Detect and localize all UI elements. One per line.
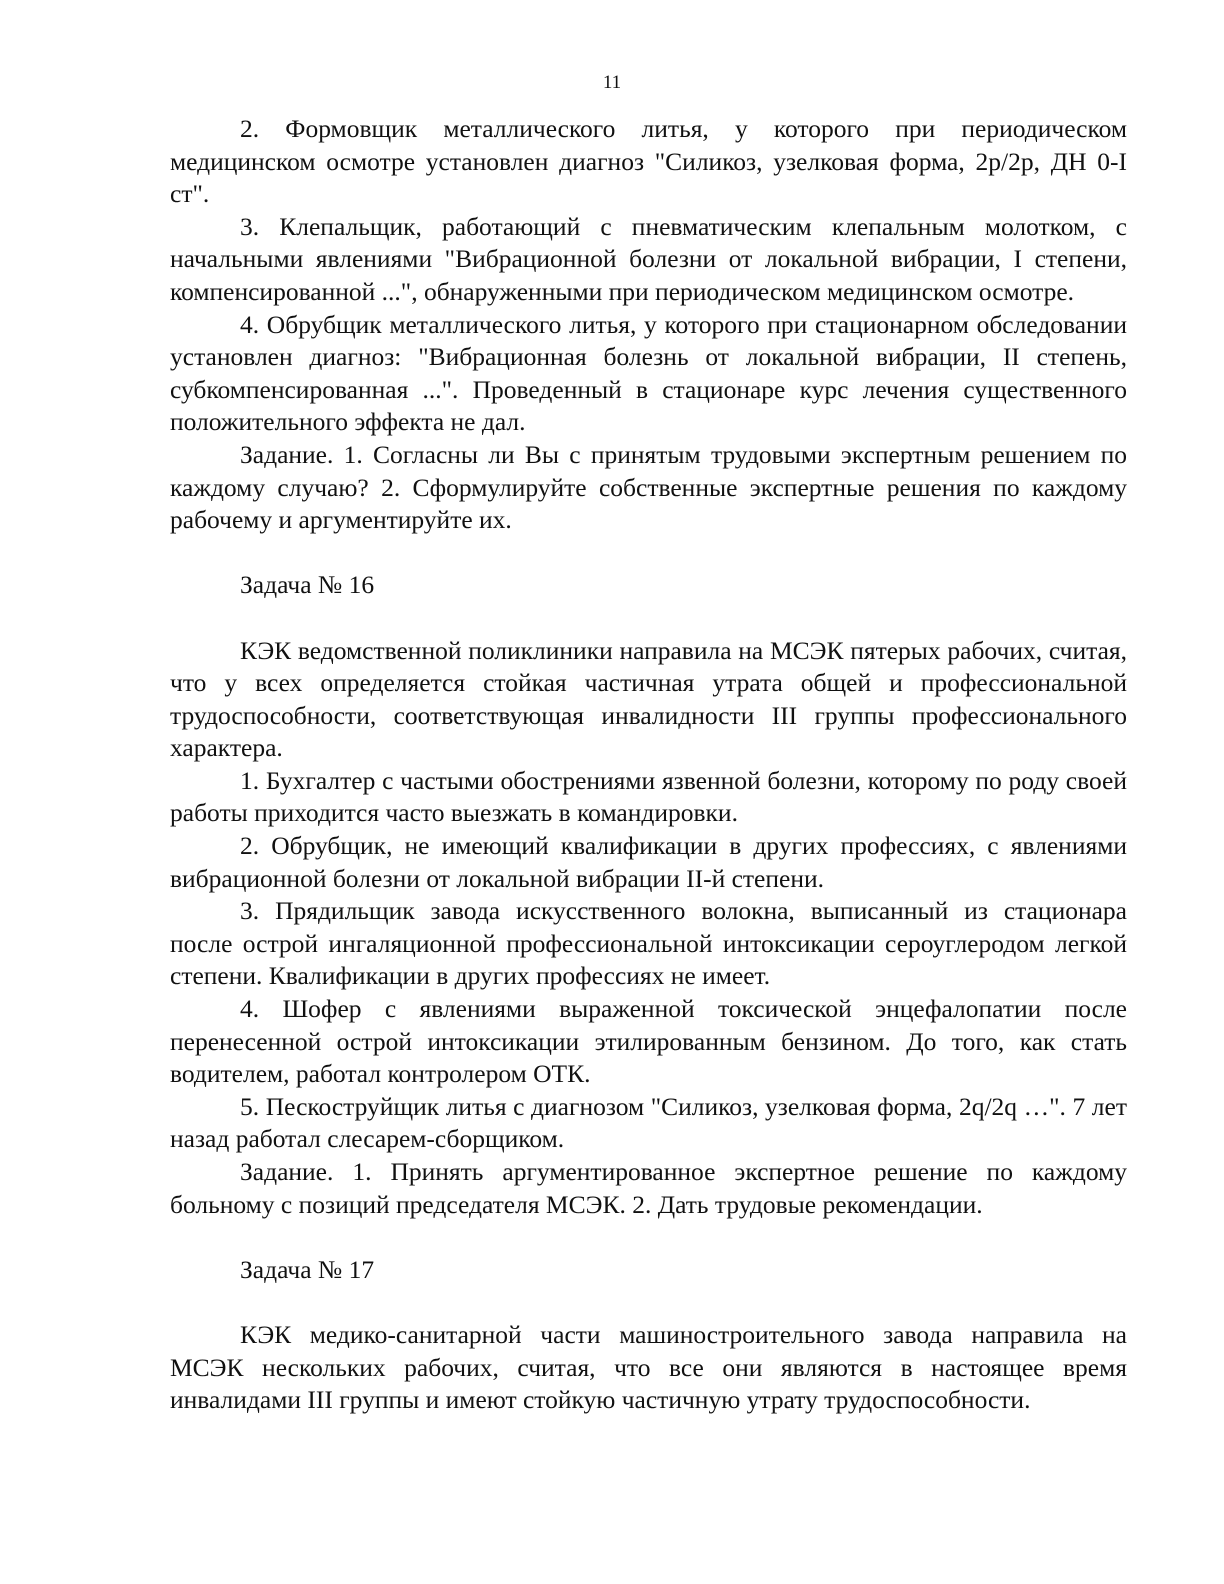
spacer: [170, 1221, 1127, 1254]
problem-16-case-3: 3. Прядильщик завода искусственного волокна, выписанный из стационара после острой ингаляционной профессиональной интоксикации сероуглеродом легкой степени. Квалификации в других профессиях не имеет.: [170, 896, 1127, 991]
case-3-paragraph: 3. Клепальщик, работающий с пневматическим клепальным молотком, с начальными явлениями "Вибрационной болезни от локальной вибрации, I степени, компенсированной ...", обнаруженными при периодическом медицинском осмотре.: [170, 211, 1127, 306]
case-2-paragraph: 2. Формовщик металлического литья, у которого при периодическом медицинском осмотре установлен диагноз "Силикоз, узелковая форма, 2р/2р, ДН 0-I ст".: [170, 114, 1127, 209]
problem-16-heading: Задача № 16: [240, 570, 375, 600]
problem-16-case-4: 4. Шофер с явлениями выраженной токсической энцефалопатии после перенесенной острой интоксикации этилированным бензином. До того, как стать водителем, работал контролером ОТК.: [170, 994, 1127, 1089]
task-paragraph: Задание. 1. Согласны ли Вы с принятым трудовыми экспертным решением по каждому случаю? 2. Сформулируйте собственные экспертные решения по каждому рабочему и аргументируйте их.: [170, 439, 1127, 535]
problem-16-case-5: 5. Пескоструйщик литья с диагнозом "Силикоз, узелковая форма, 2q/2q …". 7 лет назад работал слесарем-сборщиком.: [170, 1091, 1127, 1154]
problem-16-case-2: 2. Обрубщик, не имеющий квалификации в других профессиях, с явлениями вибрационной болезни от локальной вибрации II-й степени.: [170, 831, 1127, 893]
problem-17-heading: Задача № 17: [240, 1254, 375, 1284]
document-body: [170, 113, 1127, 1417]
problem-16-intro: КЭК ведомственной поликлиники направила на МСЭК пятерых рабочих, считая, что у всех определяется стойкая частичная утрата общей и профессиональной трудоспособности, соответствующая инвалидности III группы профессионального характера.: [170, 635, 1127, 763]
problem-16-case-1: 1. Бухгалтер с частыми обострениями язвенной болезни, которому по роду своей работы приходится часто выезжать в командировки.: [170, 765, 1127, 828]
spacer: [170, 1286, 1127, 1319]
problem-17-intro: КЭК медико-санитарной части машиностроительного завода направила на МСЭК нескольких рабочих, считая, что все они являются в настоящее время инвалидами III группы и имеют стойкую частичную утрату трудоспособности.: [170, 1319, 1127, 1415]
spacer: [170, 537, 1127, 570]
page-number: 11: [602, 72, 622, 93]
spacer: [170, 602, 1127, 635]
problem-16-task: Задание. 1. Принять аргументированное экспертное решение по каждому больному с позиций председателя МСЭК. 2. Дать трудовые рекомендации.: [170, 1157, 1127, 1219]
case-4-paragraph: 4. Обрубщик металлического литья, у которого при стационарном обследовании установлен диагноз: "Вибрационная болезнь от локальной вибрации, II степень, субкомпенсированная ...". Проведенный в стационаре курс лечения существенного положительного эффекта не дал.: [170, 309, 1127, 437]
